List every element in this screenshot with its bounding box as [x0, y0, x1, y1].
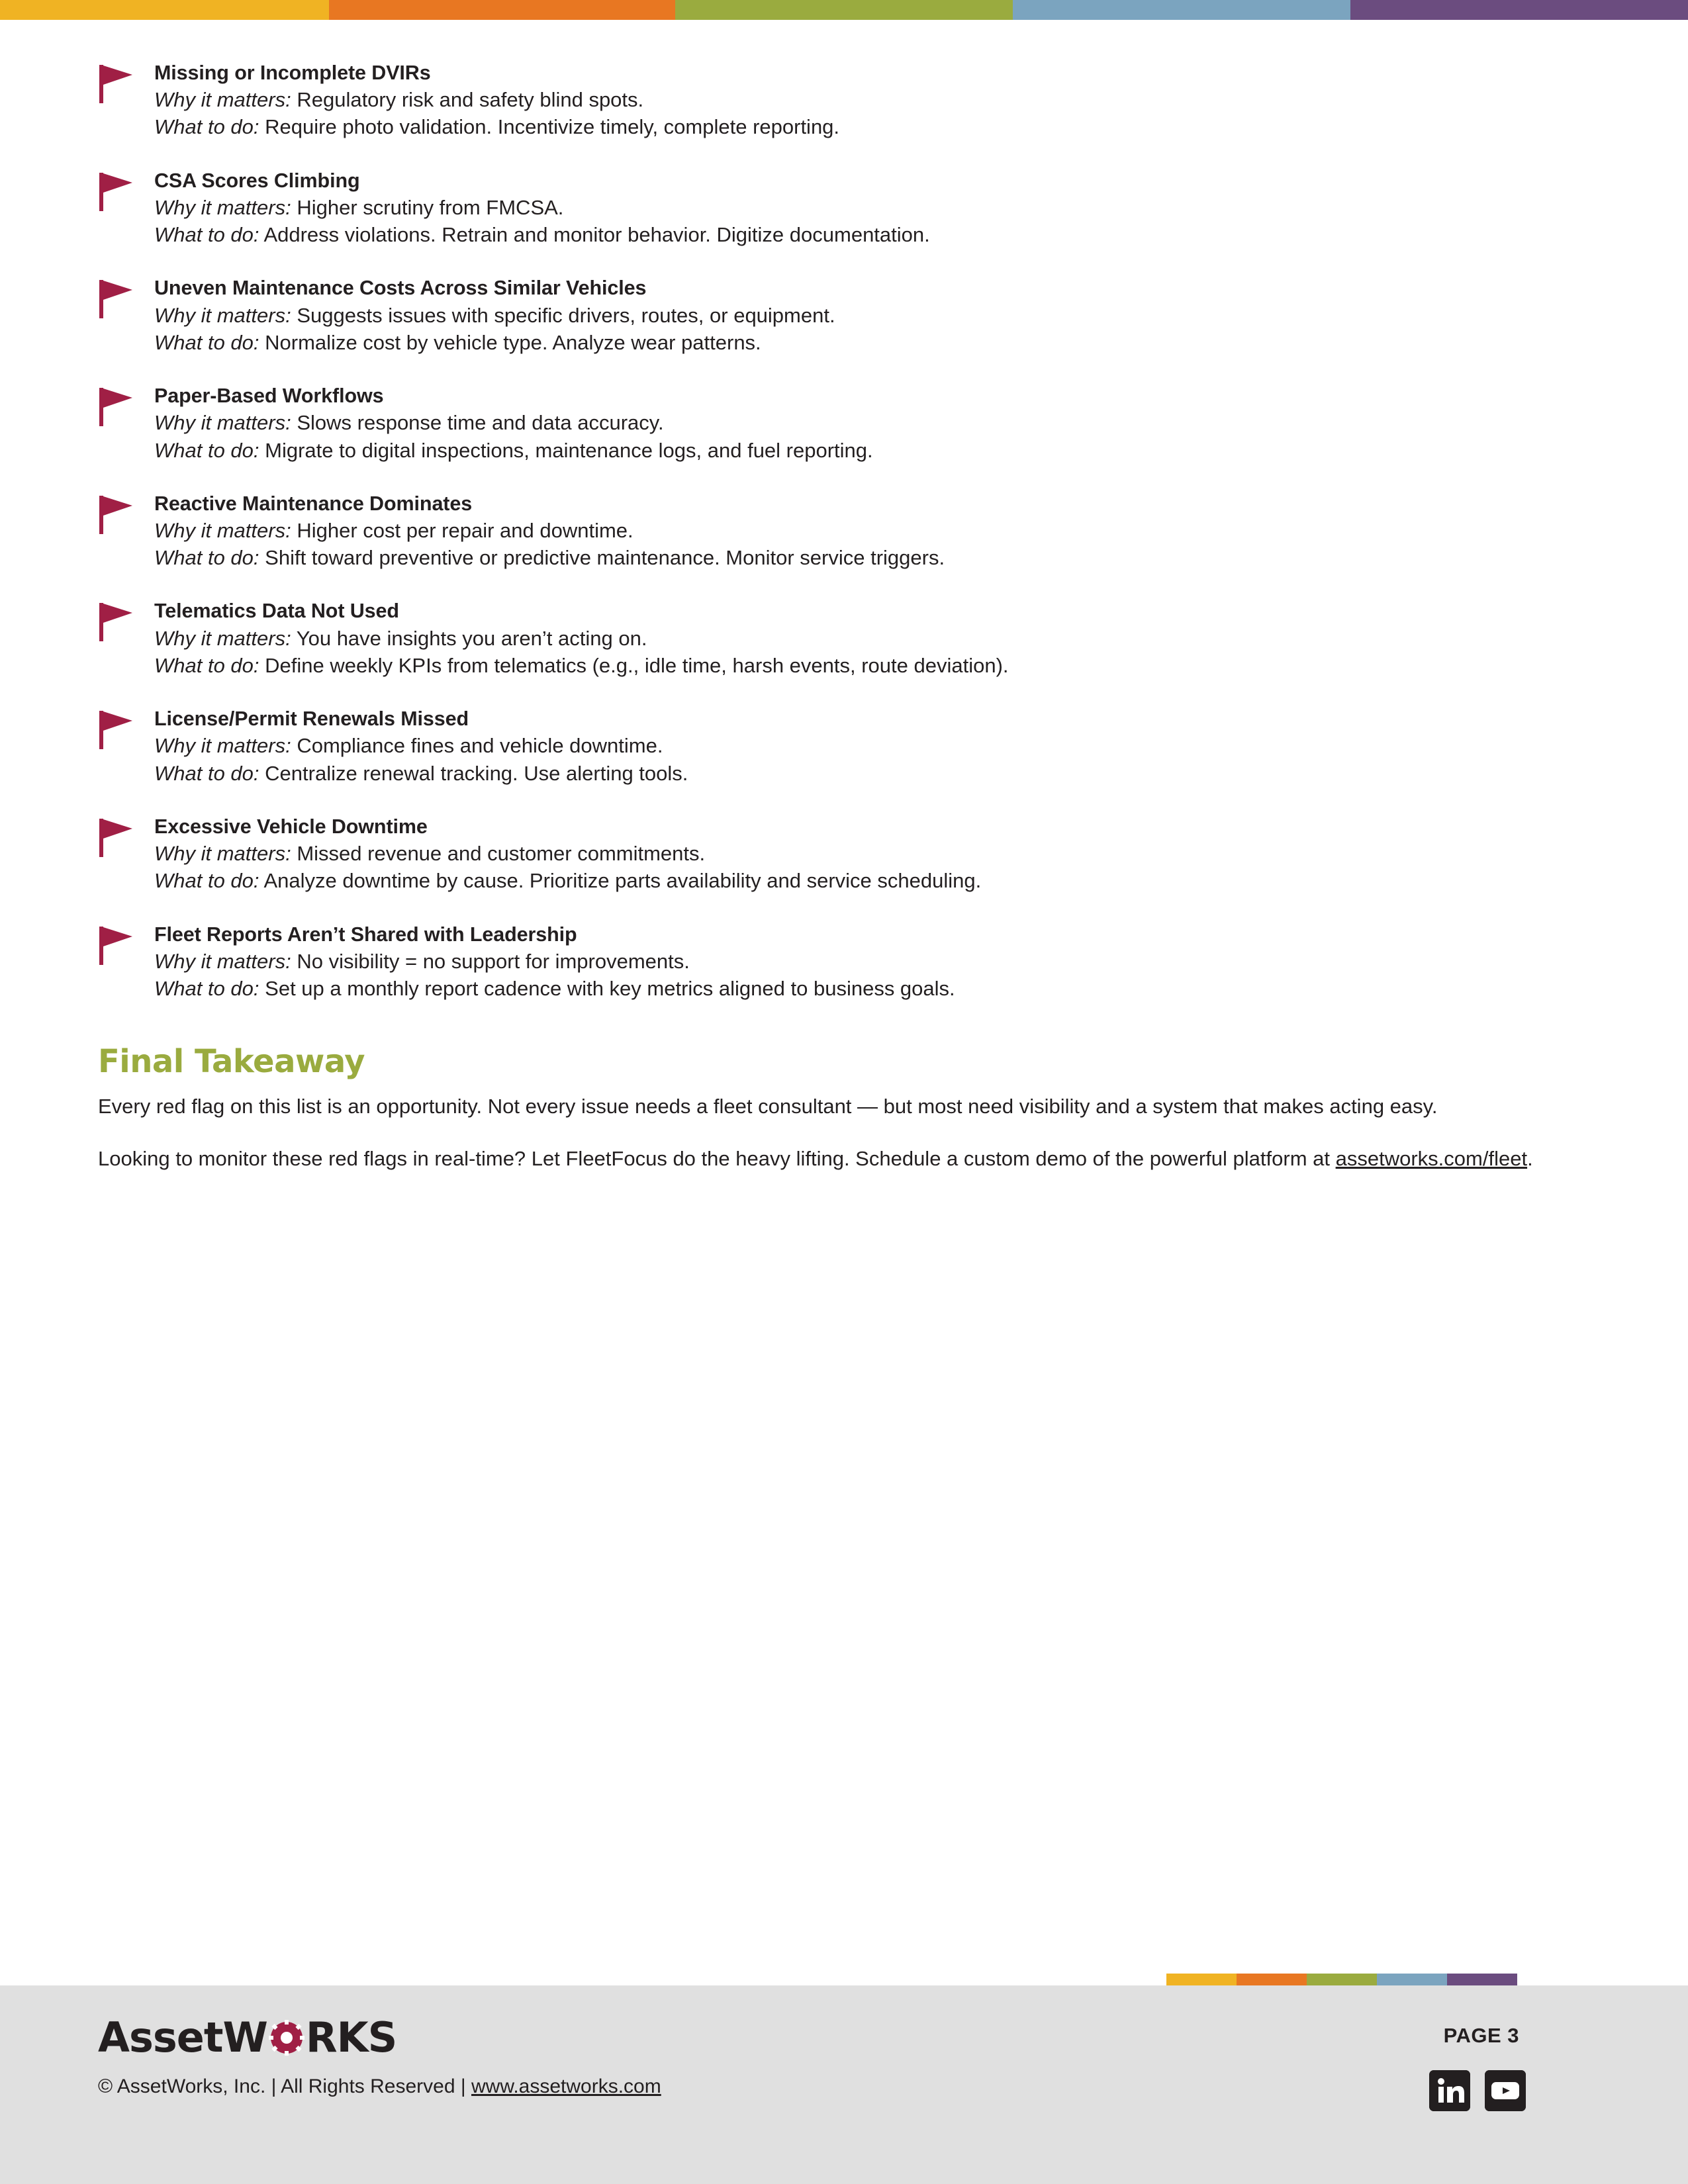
color-segment-blue	[1377, 1974, 1447, 1985]
list-item	[98, 921, 1589, 1003]
flag-what-line	[154, 437, 1589, 464]
flag-why-line	[154, 625, 1589, 652]
what-label: What to do:	[154, 115, 259, 139]
why-text: You have insights you aren’t acting on.	[296, 626, 647, 650]
what-label: What to do:	[154, 546, 259, 570]
flag-icon	[98, 171, 139, 212]
fleet-demo-link[interactable]: assetworks.com/fleet	[1335, 1146, 1528, 1170]
flag-icon	[98, 602, 139, 643]
flag-why-line	[154, 86, 1589, 113]
color-segment-orange	[329, 0, 675, 20]
why-label: Why it matters:	[154, 88, 291, 112]
why-label: Why it matters:	[154, 411, 291, 435]
flag-icon	[98, 64, 139, 105]
why-text: Suggests issues with specific drivers, routes, or equipment.	[297, 303, 835, 327]
color-segment-yellow	[1166, 1974, 1237, 1985]
color-segment-purple	[1447, 1974, 1517, 1985]
why-text: Compliance fines and vehicle downtime.	[297, 734, 663, 758]
flag-title: Fleet Reports Aren’t Shared with Leadership	[154, 923, 577, 946]
list-item	[98, 813, 1589, 895]
flag-title: CSA Scores Climbing	[154, 169, 360, 192]
list-item	[98, 705, 1589, 787]
top-color-bar	[0, 0, 1688, 20]
what-text: Address violations. Retrain and monitor behavior. Digitize documentation.	[263, 223, 930, 247]
final-takeaway-paragraph-2	[98, 1144, 1534, 1173]
what-text: Shift toward preventive or predictive maintenance. Monitor service triggers.	[265, 546, 945, 570]
gear-icon	[269, 2020, 305, 2056]
flag-what-line	[154, 221, 1589, 248]
flag-why-line	[154, 302, 1589, 329]
what-label: What to do:	[154, 438, 259, 462]
what-label: What to do:	[154, 761, 259, 785]
linkedin-icon[interactable]	[1429, 2070, 1470, 2111]
what-text: Analyze downtime by cause. Prioritize parts availability and service scheduling.	[263, 869, 982, 893]
list-item	[98, 167, 1589, 249]
why-label: Why it matters:	[154, 949, 291, 973]
color-segment-green	[1307, 1974, 1377, 1985]
logo-text-pre: AssetW	[98, 2013, 267, 2062]
list-item	[98, 383, 1589, 464]
flag-what-line	[154, 329, 1589, 356]
why-label: Why it matters:	[154, 842, 291, 866]
color-segment-orange	[1237, 1974, 1307, 1985]
why-text: Slows response time and data accuracy.	[297, 411, 664, 435]
color-segment-green	[675, 0, 1013, 20]
cta-text-pre: Looking to monitor these red flags in real-time? Let FleetFocus do the heavy lifting. Schedule a custom demo of the powerful platform at	[98, 1146, 1336, 1170]
why-text: No visibility = no support for improvements.	[297, 949, 690, 973]
flag-what-line	[154, 652, 1589, 679]
flag-title: Telematics Data Not Used	[154, 600, 399, 623]
color-segment-purple	[1350, 0, 1688, 20]
assetworks-logo	[98, 2013, 661, 2098]
copyright-text: © AssetWorks, Inc. | All Rights Reserved |	[98, 2075, 471, 2097]
why-text: Higher scrutiny from FMCSA.	[297, 195, 564, 219]
why-label: Why it matters:	[154, 626, 291, 650]
flag-icon	[98, 387, 139, 428]
flag-what-line	[154, 113, 1589, 140]
flag-title: License/Permit Renewals Missed	[154, 707, 469, 731]
list-item	[98, 490, 1589, 572]
what-label: What to do:	[154, 869, 259, 893]
flag-icon	[98, 279, 139, 320]
what-label: What to do:	[154, 653, 259, 677]
flag-icon	[98, 709, 139, 751]
why-label: Why it matters:	[154, 519, 291, 542]
why-text: Regulatory risk and safety blind spots.	[297, 88, 644, 112]
why-label: Why it matters:	[154, 734, 291, 758]
assetworks-website-link[interactable]: www.assetworks.com	[471, 2075, 661, 2097]
why-text: Higher cost per repair and downtime.	[297, 519, 633, 542]
flag-icon	[98, 925, 139, 966]
flag-title: Missing or Incomplete DVIRs	[154, 62, 431, 84]
what-text: Migrate to digital inspections, maintenance logs, and fuel reporting.	[265, 438, 873, 462]
document-body	[0, 20, 1688, 1173]
what-text: Centralize renewal tracking. Use alerting tools.	[265, 761, 688, 785]
page-footer	[0, 1985, 1688, 2184]
logo-text-post: RKS	[305, 2013, 397, 2062]
flag-what-line	[154, 975, 1589, 1002]
what-text: Set up a monthly report cadence with key metrics aligned to business goals.	[265, 976, 955, 1000]
why-label: Why it matters:	[154, 303, 291, 327]
list-item	[98, 275, 1589, 356]
flag-why-line	[154, 517, 1589, 544]
footer-color-bar	[1166, 1974, 1517, 1985]
flag-icon	[98, 494, 139, 535]
section-heading-final-takeaway: Final Takeaway	[98, 1043, 365, 1081]
what-text: Define weekly KPIs from telematics (e.g., idle time, harsh events, route deviation).	[265, 653, 1009, 677]
flag-title: Paper-Based Workflows	[154, 385, 384, 408]
flag-title: Excessive Vehicle Downtime	[154, 815, 428, 838]
color-segment-yellow	[0, 0, 329, 20]
flag-icon	[98, 817, 139, 858]
cta-text-post: .	[1527, 1146, 1533, 1170]
what-text: Normalize cost by vehicle type. Analyze wear patterns.	[265, 330, 761, 354]
list-item	[98, 598, 1589, 679]
flag-what-line	[154, 544, 1589, 571]
social-links	[1429, 2070, 1526, 2111]
flag-what-line	[154, 867, 1589, 894]
what-text: Require photo validation. Incentivize timely, complete reporting.	[265, 115, 840, 139]
color-segment-blue	[1013, 0, 1350, 20]
flag-why-line	[154, 409, 1589, 436]
what-label: What to do:	[154, 976, 259, 1000]
why-label: Why it matters:	[154, 195, 291, 219]
red-flag-list	[98, 60, 1589, 1002]
flag-title: Reactive Maintenance Dominates	[154, 492, 473, 515]
flag-why-line	[154, 194, 1589, 221]
logo-text	[98, 2013, 661, 2062]
flag-why-line	[154, 732, 1589, 759]
flag-title: Uneven Maintenance Costs Across Similar Vehicles	[154, 277, 647, 300]
what-label: What to do:	[154, 330, 259, 354]
final-takeaway-paragraph-1: Every red flag on this list is an opportunity. Not every issue needs a fleet consultant — but most need visibility and a system that makes acting easy.	[98, 1095, 1438, 1118]
copyright-line	[98, 2075, 661, 2098]
youtube-icon[interactable]	[1485, 2070, 1526, 2111]
flag-why-line	[154, 948, 1589, 975]
flag-what-line	[154, 760, 1589, 787]
page-number: PAGE 3	[1443, 2024, 1519, 2047]
why-text: Missed revenue and customer commitments.	[297, 842, 706, 866]
list-item	[98, 60, 1589, 141]
flag-why-line	[154, 840, 1589, 867]
what-label: What to do:	[154, 223, 259, 247]
